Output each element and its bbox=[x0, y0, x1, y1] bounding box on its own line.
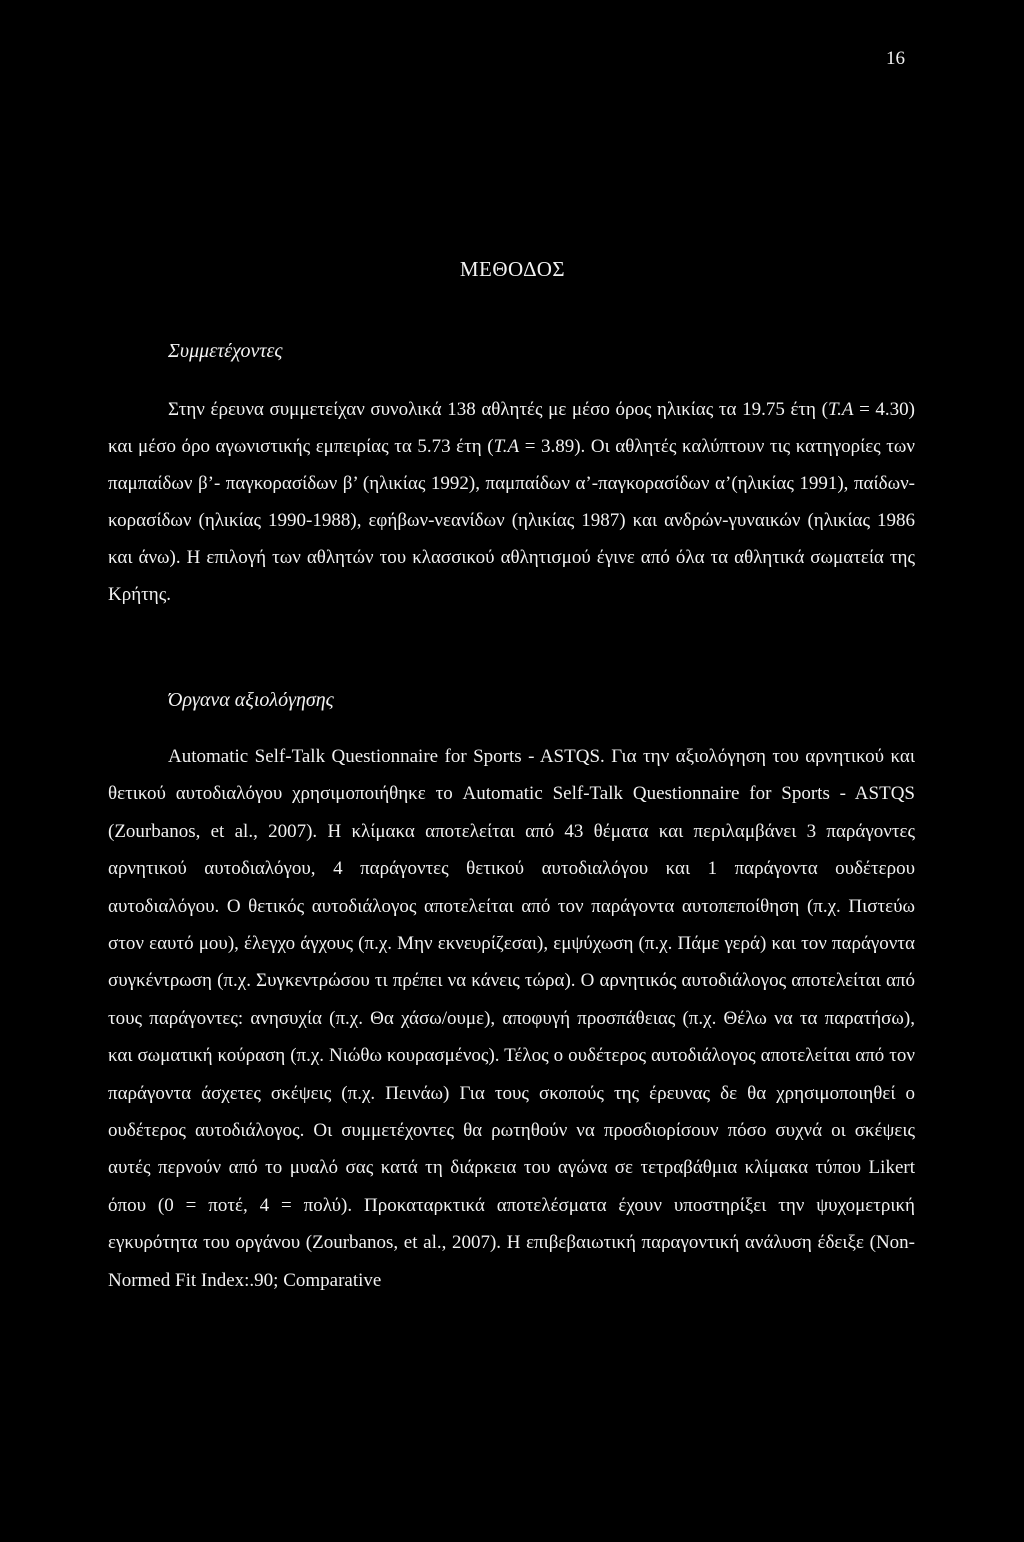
participants-paragraph bbox=[108, 391, 915, 613]
instruments-paragraph: Automatic Self-Talk Questionnaire for Sports - ASTQS. Για την αξιολόγηση του αρνητικού και θετικού αυτοδιαλόγου χρησιμοποιήθηκε το Automatic Self-Talk Questionnaire for Sports - ASTQS (Zourbanos, et al., 2007). Η κλίμακα αποτελείται από 43 θέματα και περιλαμβάνει 3 παράγοντες αρνητικού αυτοδιαλόγου, 4 παράγοντες θετικού αυτοδιαλόγου και 1 παράγοντα ουδέτερου αυτοδιαλόγου. Ο θετικός αυτοδιάλογος αποτελείται από τον παράγοντα αυτοπεποίθηση (π.χ. Πιστεύω στον εαυτό μου), έλεγχο άγχους (π.χ. Μην εκνευρίζεσαι), εμψύχωση (π.χ. Πάμε γερά) και τον παράγοντα συγκέντρωση (π.χ. Συγκεντρώσου τι πρέπει να κάνεις τώρα). Ο αρνητικός αυτοδιάλογος αποτελείται από τους παράγοντες: ανησυχία (π.χ. Θα χάσω/ουμε), αποφυγή προσπάθειας (π.χ. Θέλω να τα παρατήσω), και σωματική κούραση (π.χ. Νιώθω κουρασμένος). Τέλος ο ουδέτερος αυτοδιάλογος αποτελείται από τον παράγοντα άσχετες σκέψεις (π.χ. Πεινάω) Για τους σκοπούς της έρευνας δε θα χρησιμοποιηθεί ο ουδέτερος αυτοδιάλογος. Οι συμμετέχοντες θα ρωτηθούν να προσδιορίσουν πόσο συχνά οι σκέψεις αυτές περνούν από το μυαλό σας κατά τη διάρκεια του αγώνα σε τετραβάθμια κλίμακα τύπου Likert όπου (0 = ποτέ, 4 = πολύ). Προκαταρκτικά αποτελέσματα έχουν υποστηρίξει την ψυχομετρική εγκυρότητα του οργάνου (Zourbanos, et al., 2007). Η επιβεβαιωτική παραγοντική ανάλυση έδειξε (Non-Normed Fit Index:.90; Comparative bbox=[108, 746, 915, 1291]
instruments-heading: Όργανα αξιολόγησης bbox=[168, 689, 334, 711]
participants-text-1: Στην έρευνα συμμετείχαν συνολικά 138 αθλητές με μέσο όρος ηλικίας τα 19.75 έτη ( bbox=[168, 399, 828, 420]
page-number: 16 bbox=[886, 48, 905, 69]
participants-text-3: = 3.89). Οι αθλητές καλύπτουν τις κατηγορίες των παμπαίδων β’- παγκορασίδων β’ (ηλικίας 1992), παμπαίδων α’-παγκορασίδων α’(ηλικίας 1991), παίδων-κορασίδων (ηλικίας 1990-1988), εφήβων-νεανίδων (ηλικίας 1987) και ανδρών-γυναικών (ηλικίας 1986 και άνω). Η επιλογή των αθλητών του κλασσικού αθλητισμού έγινε από όλα τα αθλητικά σωματεία της Κρήτης. bbox=[108, 436, 915, 605]
sd-abbrev-2: Τ.Α bbox=[493, 436, 520, 457]
section-title: ΜΕΘΟΔΟΣ bbox=[459, 257, 566, 281]
sd-abbrev-1: Τ.Α bbox=[827, 399, 854, 420]
participants-heading: Συμμετέχοντες bbox=[168, 340, 283, 362]
participants-text-2: = 4.30) και μέσο όρο αγωνιστικής εμπειρίας τα 5.73 έτη ( bbox=[108, 399, 915, 457]
